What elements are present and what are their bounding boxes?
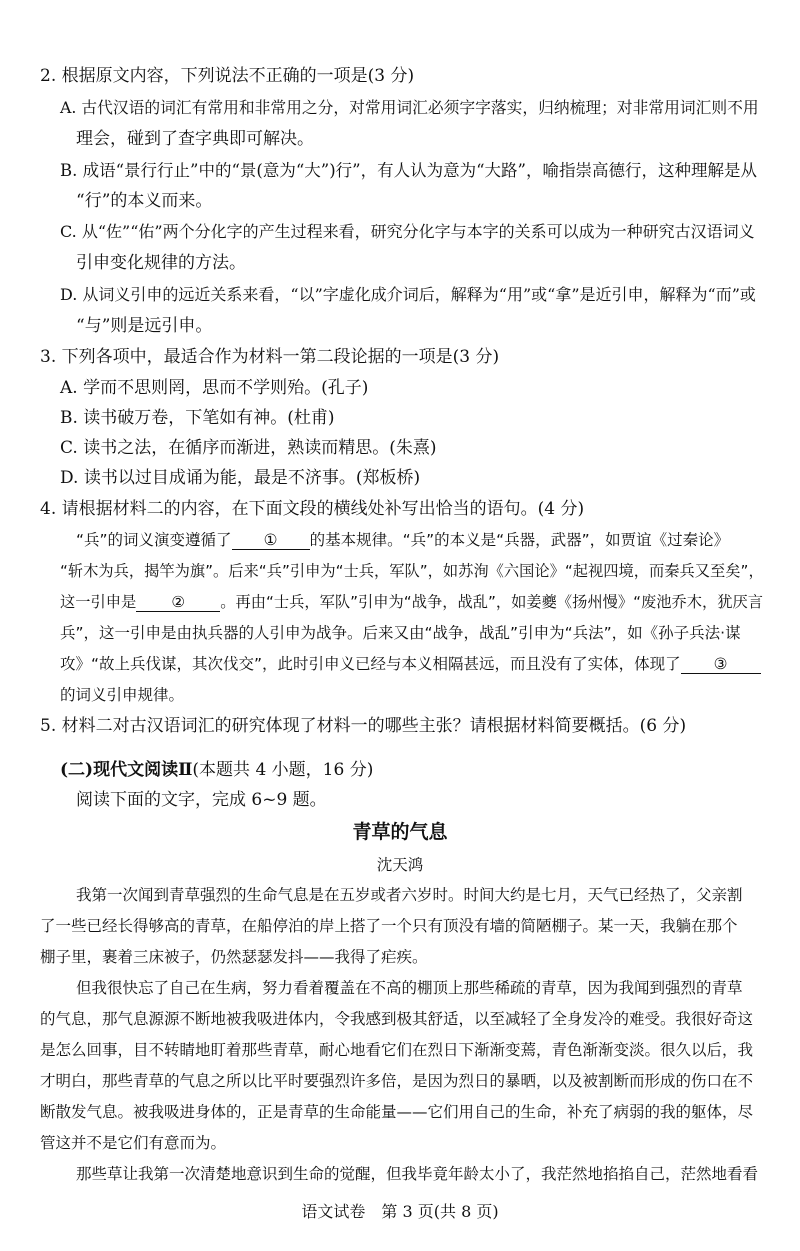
section2-heading: (二)现代文阅读Ⅱ [60,760,193,780]
q4-passage-line5 [60,652,761,676]
q2-option-a-line2: 理会，碰到了查字典即可解决。 [76,129,314,149]
article-author: 沈天鸿 [376,856,424,874]
q4-passage-line6: 的词义引申规律。 [60,686,185,704]
q4-passage-line1 [76,528,729,552]
section2-instruction: 阅读下面的文字，完成 6~9 题。 [76,790,327,810]
section2-note: (本题共 4 小题，16 分) [192,760,374,780]
q4-blank-3[interactable]: ③ [681,653,761,674]
q4-stem: 4. 请根据材料二的内容，在下面文段的横线处补写出恰当的语句。(4 分) [40,499,585,519]
q4-passage-l3a: 这一引申是 [60,593,137,611]
q4-passage-l5a: 攻》“故上兵伐谋，其次伐交”，此时引申义已经与本义相隔甚远，而且没有了实体，体现了 [60,655,681,673]
q3-option-d: D. 读书以过目成诵为能，最是不济事。(郑板桥) [60,468,421,488]
q4-passage-l1a: “兵”的词义演变遵循了 [76,531,232,549]
article-p2-line1: 但我很快忘了自己在生病，努力看着覆盖在不高的棚顶上那些稀疏的青草，因为我闻到强烈的青草 [76,979,743,997]
q3-option-b: B. 读书破万卷，下笔如有神。(杜甫) [60,408,335,428]
q4-passage-line3 [60,590,763,614]
q2-option-b-line2: “行”的本义而来。 [76,191,213,211]
q4-blank-2[interactable]: ② [136,591,220,612]
q4-passage-line2: “斩木为兵，揭竿为旗”。后来“兵”引申为“士兵，军队”，如苏洵《六国论》“起视四境，而秦兵又至矣”， [60,562,764,580]
q2-option-c-line2: 引申变化规律的方法。 [76,253,246,273]
q2-option-c-line1: C. 从“佐”“佑”两个分化字的产生过程来看，研究分化字与本字的关系可以成为一种研究古汉语词义 [60,222,755,241]
article-p2-line4: 才明白，那些青草的气息之所以比平时要强烈许多倍，是因为烈日的暴晒，以及被割断而形成的伤口在不 [40,1072,754,1090]
q2-stem: 2. 根据原文内容，下列说法不正确的一项是(3 分) [40,66,415,86]
q2-option-a-line1: A. 古代汉语的词汇有常用和非常用之分，对常用词汇必须字字落实，归纳梳理；对非常用词汇则不用 [60,98,759,117]
q2-option-d-line2: “与”则是远引申。 [76,316,213,336]
article-p2-line2: 的气息，那气息源源不断地被我吸进体内，令我感到极其舒适，以至减轻了全身发冷的难受。我很好奇这 [40,1010,754,1028]
q2-option-d-line1: D. 从词义引申的远近关系来看，“以”字虚化成介词后，解释为“用”或“拿”是近引申，解释为“而”或 [60,285,756,304]
article-p1-line2: 了一些已经长得够高的青草，在船停泊的岸上搭了一个只有顶没有墙的简陋棚子。某一天，我躺在那个 [40,917,738,935]
q3-stem: 3. 下列各项中，最适合作为材料一第二段论据的一项是(3 分) [40,347,500,367]
q4-blank-1[interactable]: ① [232,529,310,550]
q4-passage-line4: 兵”，这一引申是由执兵器的人引申为战争。后来又由“战争，战乱”引申为“兵法”，如《孙子兵法·谋 [60,624,741,642]
article-title: 青草的气息 [352,821,448,843]
section2-heading-line [60,758,373,782]
q3-option-a: A. 学而不思则罔，思而不学则殆。(孔子) [60,378,369,398]
q2-option-b-line1: B. 成语“景行行止”中的“景(意为“大”)行”，有人认为意为“大路”，喻指崇高德行，这种理解是从 [60,161,757,180]
article-p1-line1: 我第一次闻到青草强烈的生命气息是在五岁或者六岁时。时间大约是七月，天气已经热了，父亲割 [76,886,743,904]
article-p2-line5: 断散发气息。被我吸进身体的，正是青草的生命能量——它们用自己的生命，补充了病弱的我的躯体，尽 [40,1103,754,1121]
article-p3-line1: 那些草让我第一次清楚地意识到生命的觉醒，但我毕竟年龄太小了，我茫然地掐掐自己，茫然地看看 [76,1165,759,1183]
article-p1-line3: 棚子里，裹着三床被子，仍然瑟瑟发抖——我得了疟疾。 [40,948,428,966]
page-footer: 语文试卷 第 3 页(共 8 页) [301,1202,499,1221]
q4-passage-l1b: 的基本规律。“兵”的本义是“兵器，武器”，如贾谊《过秦论》 [309,531,730,549]
article-p2-line6: 管这并不是它们有意而为。 [40,1134,227,1152]
q3-option-c: C. 读书之法，在循序而渐进，熟读而精思。(朱熹) [60,438,437,458]
q5-stem: 5. 材料二对古汉语词汇的研究体现了材料一的哪些主张？请根据材料简要概括。(6 分) [40,716,687,736]
q4-passage-l3b: 。再由“士兵，军队”引申为“战争，战乱”，如姜夔《扬州慢》“废池乔木，犹厌言 [220,593,764,611]
article-p2-line3: 是怎么回事，目不转睛地盯着那些青草，耐心地看它们在烈日下渐渐变蔫，青色渐渐变淡。很久以后，我 [40,1041,754,1059]
